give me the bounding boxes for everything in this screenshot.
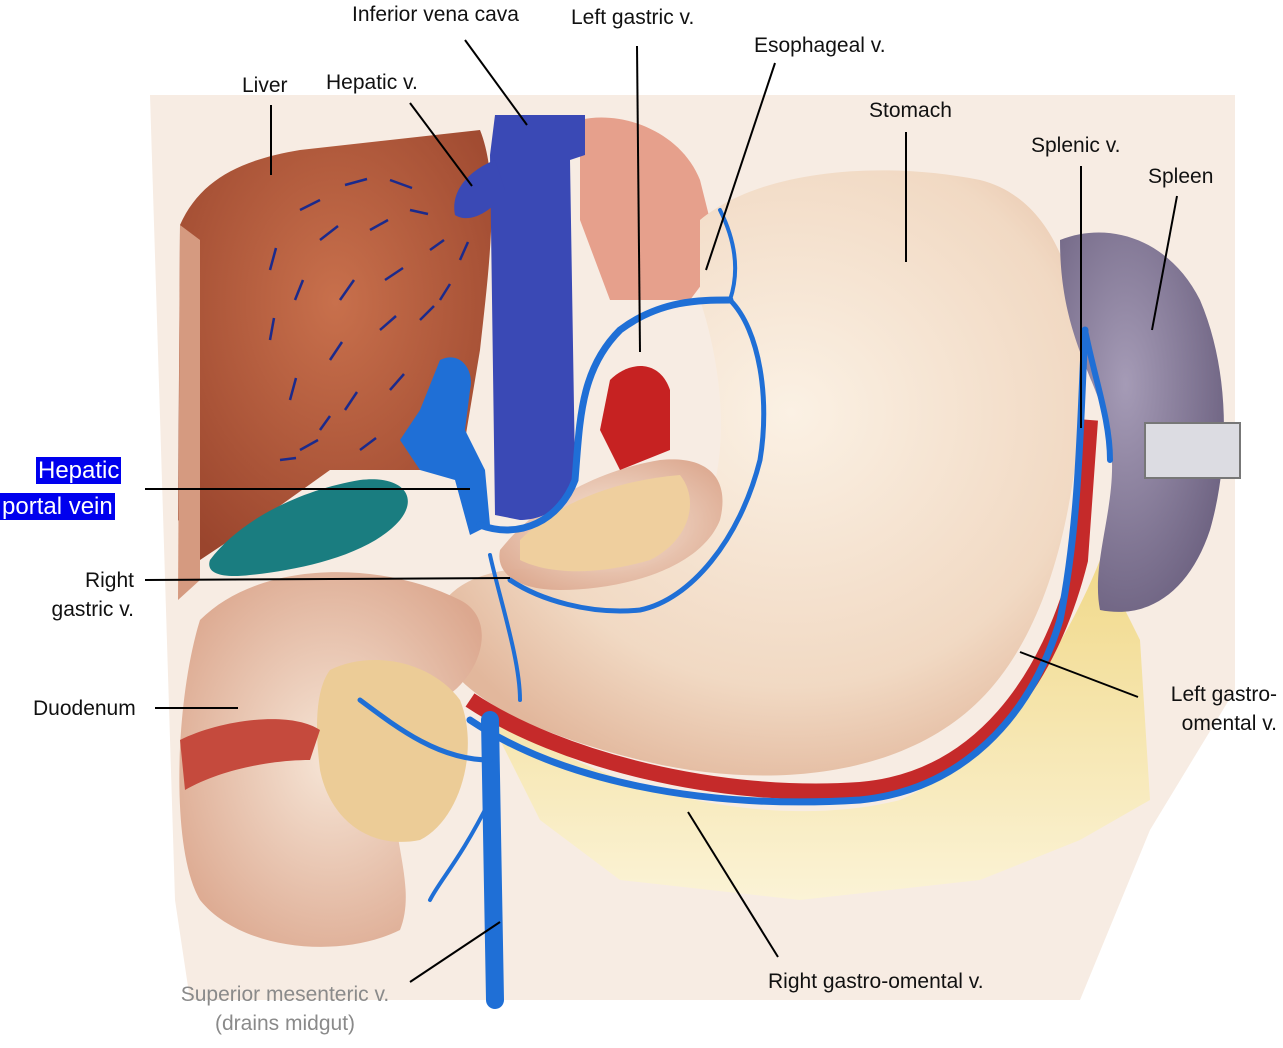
label-left-gastro-omental-v-line-2: omental v.	[1181, 712, 1277, 736]
label-hepatic-portal-vein-line-1: Hepatic	[38, 457, 120, 484]
label-left-gastro-omental-v	[1150, 680, 1277, 739]
label-liver: Liver	[242, 74, 288, 97]
label-superior-mesenteric-v-line-2: (drains midgut)	[214, 1012, 356, 1036]
label-right-gastro-omental-v: Right gastro-omental v.	[768, 970, 984, 993]
label-right-gastric-v-line-2: gastric v.	[51, 598, 134, 622]
label-spleen: Spleen	[1148, 165, 1214, 188]
label-left-gastric-v: Left gastric v.	[571, 6, 695, 29]
label-duodenum: Duodenum	[33, 697, 136, 720]
label-superior-mesenteric-v-line-1: Superior mesenteric v.	[180, 983, 390, 1006]
spleen-retractor	[1145, 423, 1240, 478]
label-right-gastric-v-line-1: Right	[84, 569, 134, 592]
label-hepatic-v: Hepatic v.	[326, 71, 418, 94]
label-hepatic-portal-vein	[0, 453, 121, 525]
label-stomach: Stomach	[869, 99, 952, 122]
label-esophageal-v: Esophageal v.	[754, 34, 886, 57]
label-superior-mesenteric-v	[160, 980, 410, 1039]
label-hepatic-portal-vein-line-2: portal vein	[2, 493, 113, 520]
label-left-gastro-omental-v-line-1: Left gastro-	[1170, 683, 1277, 706]
label-splenic-v: Splenic v.	[1031, 134, 1121, 157]
liver-edge	[178, 225, 200, 600]
label-right-gastric-v	[44, 566, 134, 625]
label-inferior-vena-cava: Inferior vena cava	[352, 3, 519, 26]
